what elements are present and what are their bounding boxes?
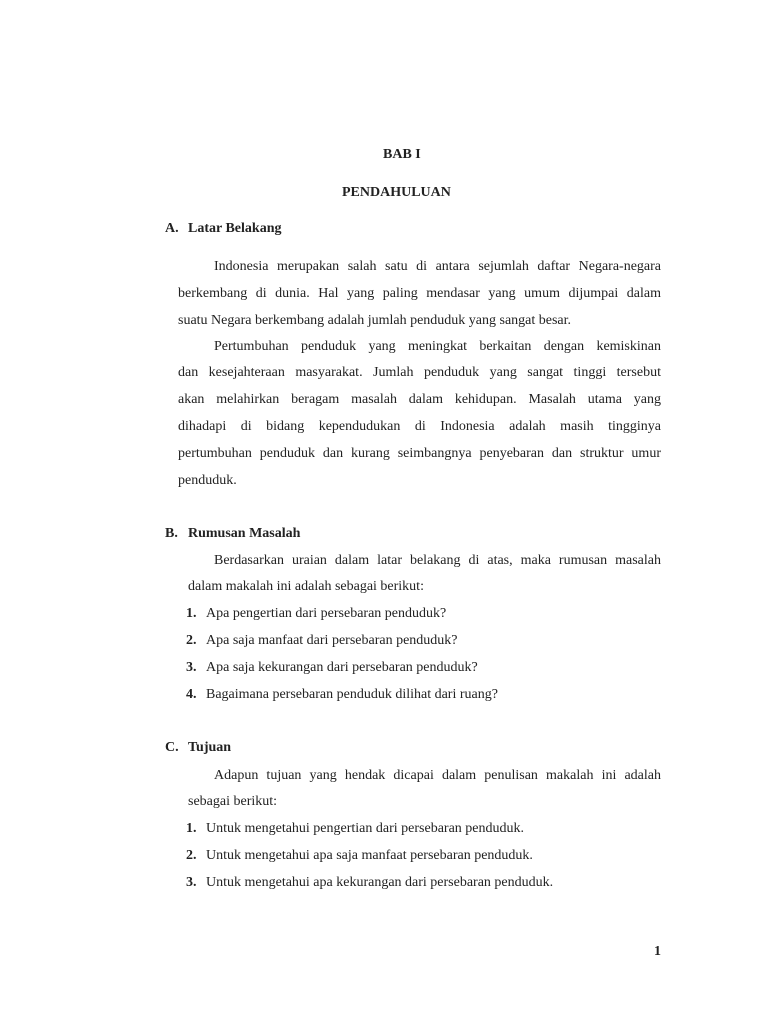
section-b-intro-line1: Berdasarkan uraian dalam latar belakang di atas, maka rumusan masalah xyxy=(214,553,661,568)
section-c-item-text: Untuk mengetahui apa saja manfaat persebaran penduduk. xyxy=(206,848,533,863)
chapter-title: PENDAHULUAN xyxy=(342,185,451,200)
section-b-item-num: 1. xyxy=(186,606,197,621)
section-c-intro-line2: sebagai berikut: xyxy=(188,794,278,809)
section-b-item-text: Apa saja kekurangan dari persebaran penduduk? xyxy=(206,660,478,675)
section-c-item-num: 1. xyxy=(186,821,197,836)
section-a-p2-line1: Pertumbuhan penduduk yang meningkat berkaitan dengan kemiskinan xyxy=(214,339,661,354)
section-a-heading: Latar Belakang xyxy=(188,221,282,236)
section-c-intro-line1: Adapun tujuan yang hendak dicapai dalam penulisan makalah ini adalah xyxy=(214,768,661,783)
section-a-p2-line2: dan kesejahteraan masyarakat. Jumlah penduduk yang sangat tinggi tersebut xyxy=(178,365,661,380)
section-c-item-text: Untuk mengetahui apa kekurangan dari persebaran penduduk. xyxy=(206,875,554,890)
chapter-label: BAB I xyxy=(383,147,421,162)
section-b-item-text: Apa saja manfaat dari persebaran penduduk? xyxy=(206,633,458,648)
section-b-letter: B. xyxy=(165,526,178,541)
section-b-item-num: 2. xyxy=(186,633,197,648)
section-c-item-num: 3. xyxy=(186,875,197,890)
section-a-p1-line3: suatu Negara berkembang adalah jumlah penduduk yang sangat besar. xyxy=(178,313,572,328)
section-c-item-num: 2. xyxy=(186,848,197,863)
section-a-p1-line1: Indonesia merupakan salah satu di antara sejumlah daftar Negara-negara xyxy=(214,259,661,274)
section-a-p2-line4: dihadapi di bidang kependudukan di Indonesia adalah masih tingginya xyxy=(178,419,661,434)
section-c-heading: Tujuan xyxy=(188,740,232,755)
section-b-heading: Rumusan Masalah xyxy=(188,526,301,541)
page-number: 1 xyxy=(654,944,661,959)
section-b-intro-line2: dalam makalah ini adalah sebagai berikut: xyxy=(188,579,424,594)
section-a-p2-line6: penduduk. xyxy=(178,473,237,488)
section-a-p1-line2: berkembang di dunia. Hal yang paling mendasar yang umum dijumpai dalam xyxy=(178,286,661,301)
section-c-item-text: Untuk mengetahui pengertian dari persebaran penduduk. xyxy=(206,821,525,836)
section-b-item-text: Apa pengertian dari persebaran penduduk? xyxy=(206,606,447,621)
section-a-letter: A. xyxy=(165,221,179,236)
section-b-item-num: 3. xyxy=(186,660,197,675)
section-a-p2-line5: pertumbuhan penduduk dan kurang seimbangnya penyebaran dan struktur umur xyxy=(178,446,661,461)
section-b-item-text: Bagaimana persebaran penduduk dilihat dari ruang? xyxy=(206,687,498,702)
section-b-item-num: 4. xyxy=(186,687,197,702)
section-a-p2-line3: akan melahirkan beragam masalah dalam kehidupan. Masalah utama yang xyxy=(178,392,661,407)
section-c-letter: C. xyxy=(165,740,179,755)
